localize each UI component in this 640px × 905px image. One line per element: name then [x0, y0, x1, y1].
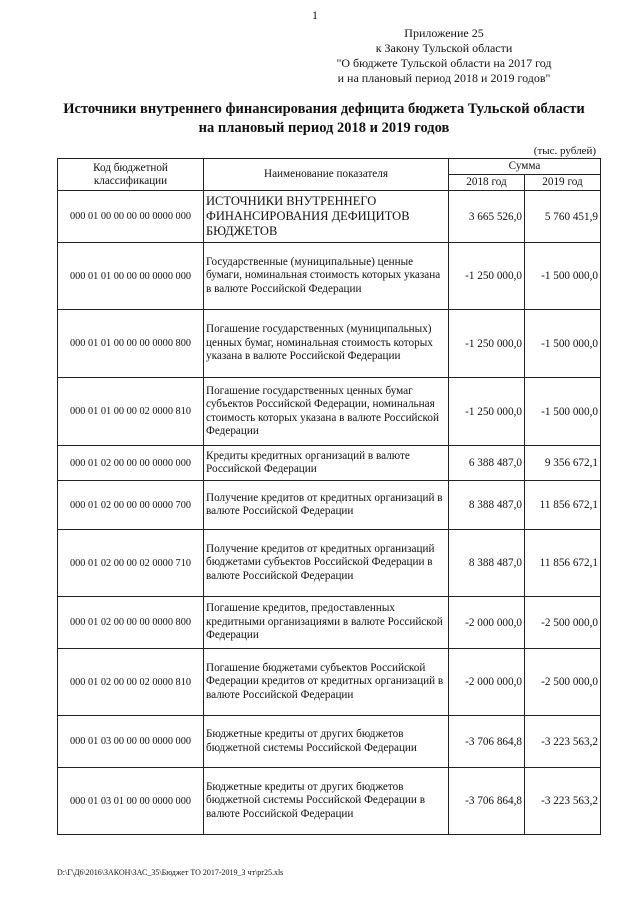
table-row	[58, 481, 601, 530]
table-row	[58, 597, 601, 649]
row-code: 000 01 01 00 00 02 0000 810	[58, 378, 204, 446]
row-name: Погашение государственных (муниципальных) ценных бумаг, номинальная стоимость которых указана в валюте Российской Федерации	[204, 310, 449, 378]
row-name: Погашение кредитов, предоставленных кредитными организациями в валюте Российской Федерации	[204, 597, 449, 649]
row-value-2019: -1 500 000,0	[525, 378, 601, 446]
header-year-2018: 2018 год	[449, 175, 525, 191]
file-path-footer: D:\Г\Д6\2016\ЗАКОН\ЗАС_35\Бюджет ТО 2017-2019_3 чт\pr25.xls	[57, 868, 284, 877]
row-name: Бюджетные кредиты от других бюджетов бюджетной системы Российской Федерации	[204, 716, 449, 768]
row-value-2019: -2 500 000,0	[525, 597, 601, 649]
row-value-2019: -3 223 563,2	[525, 716, 601, 768]
table-row	[58, 243, 601, 310]
row-name: Получение кредитов от кредитных организаций бюджетами субъектов Российской Федерации в валюте Российской Федерации	[204, 530, 449, 597]
table-row	[58, 310, 601, 378]
header-name: Наименование показателя	[204, 159, 449, 191]
table-row	[58, 768, 601, 835]
row-name: Получение кредитов от кредитных организаций в валюте Российской Федерации	[204, 481, 449, 530]
row-code: 000 01 01 00 00 00 0000 000	[58, 243, 204, 310]
row-name: Государственные (муниципальные) ценные бумаги, номинальная стоимость которых указана в валюте Российской Федерации	[204, 243, 449, 310]
row-value-2019: 11 856 672,1	[525, 481, 601, 530]
row-code: 000 01 02 00 00 00 0000 800	[58, 597, 204, 649]
header-year-2019: 2019 год	[525, 175, 601, 191]
row-name: Погашение бюджетами субъектов Российской Федерации кредитов от кредитных организаций в валюте Российской Федерации	[204, 649, 449, 716]
appendix-line: "О бюджете Тульской области на 2017 год	[336, 56, 552, 70]
row-value-2019: 9 356 672,1	[525, 446, 601, 481]
row-value-2018: -3 706 864,8	[449, 716, 525, 768]
row-value-2018: 3 665 526,0	[449, 191, 525, 243]
row-value-2019: -1 500 000,0	[525, 243, 601, 310]
row-name: Бюджетные кредиты от других бюджетов бюджетной системы Российской Федерации в валюте Российской Федерации	[204, 768, 449, 835]
table-row	[58, 530, 601, 597]
row-name: Кредиты кредитных организаций в валюте Российской Федерации	[204, 446, 449, 481]
header-code: Код бюджетной классификации	[58, 159, 204, 191]
row-value-2018: 8 388 487,0	[449, 530, 525, 597]
row-value-2018: -1 250 000,0	[449, 378, 525, 446]
row-code: 000 01 02 00 00 00 0000 000	[58, 446, 204, 481]
row-value-2019: -2 500 000,0	[525, 649, 601, 716]
row-name: Погашение государственных ценных бумаг субъектов Российской Федерации, номинальная стоимость которых указана в валюте Российской Федерации	[204, 378, 449, 446]
row-value-2018: 6 388 487,0	[449, 446, 525, 481]
table-row	[58, 378, 601, 446]
appendix-line: к Закону Тульской области	[375, 41, 513, 55]
row-value-2019: -3 223 563,2	[525, 768, 601, 835]
table-row	[58, 191, 601, 243]
appendix-line: и на плановый период 2018 и 2019 годов"	[337, 71, 551, 85]
row-code: 000 01 03 01 00 00 0000 000	[58, 768, 204, 835]
row-value-2019: 5 760 451,9	[525, 191, 601, 243]
units-label: (тыс. рублей)	[533, 145, 596, 157]
budget-sources-table	[57, 158, 601, 835]
appendix-line: Приложение 25	[404, 26, 484, 40]
appendix-header	[318, 26, 570, 86]
page-number: 1	[312, 8, 318, 22]
row-code: 000 01 01 00 00 00 0000 800	[58, 310, 204, 378]
row-code: 000 01 03 00 00 00 0000 000	[58, 716, 204, 768]
document-title	[50, 100, 598, 138]
row-value-2018: -1 250 000,0	[449, 310, 525, 378]
table-row	[58, 446, 601, 481]
row-value-2019: -1 500 000,0	[525, 310, 601, 378]
table-row	[58, 716, 601, 768]
row-value-2019: 11 856 672,1	[525, 530, 601, 597]
table-row	[58, 649, 601, 716]
header-sum: Сумма	[449, 159, 601, 175]
row-value-2018: -2 000 000,0	[449, 597, 525, 649]
row-code: 000 01 02 00 00 02 0000 710	[58, 530, 204, 597]
row-value-2018: 8 388 487,0	[449, 481, 525, 530]
row-value-2018: -2 000 000,0	[449, 649, 525, 716]
title-line: на плановый период 2018 и 2019 годов	[198, 120, 450, 136]
title-line: Источники внутреннего финансирования дефицита бюджета Тульской области	[63, 101, 585, 117]
row-value-2018: -3 706 864,8	[449, 768, 525, 835]
row-name: ИСТОЧНИКИ ВНУТРЕННЕГО ФИНАНСИРОВАНИЯ ДЕФИЦИТОВ БЮДЖЕТОВ	[204, 191, 449, 243]
row-code: 000 01 00 00 00 00 0000 000	[58, 191, 204, 243]
row-code: 000 01 02 00 00 02 0000 810	[58, 649, 204, 716]
row-code: 000 01 02 00 00 00 0000 700	[58, 481, 204, 530]
row-value-2018: -1 250 000,0	[449, 243, 525, 310]
